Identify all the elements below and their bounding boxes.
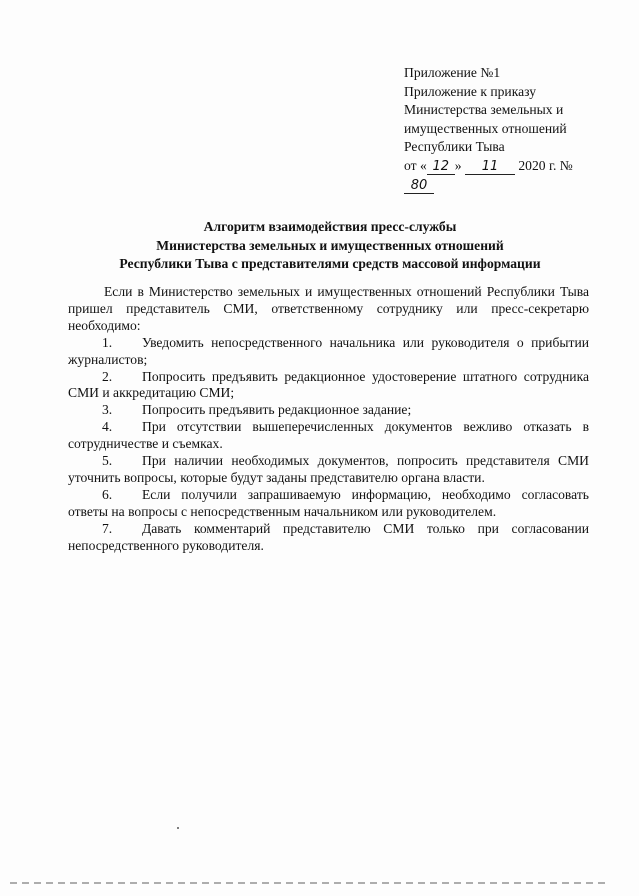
appendix-date-line — [404, 157, 604, 176]
list-item-text: Попросить предъявить редакционное задание; — [142, 402, 412, 418]
appendix-republic: Республики Тыва — [404, 139, 505, 155]
order-number-line — [404, 176, 604, 195]
date-year-label: 2020 г. № — [518, 157, 573, 173]
date-day-handwritten: 12 — [427, 160, 455, 175]
appendix-block — [404, 64, 604, 194]
appendix-ministry-line2: имущественных отношений — [404, 120, 567, 136]
list-item-text: При наличии необходимых документов, попросить представителя СМИ уточнить вопросы, которые будут заданы представителю органа власти. — [68, 453, 589, 485]
list-item — [68, 453, 589, 487]
document-title — [60, 218, 600, 274]
document-body — [68, 284, 589, 555]
appendix-order-ref: Приложение к приказу — [404, 83, 537, 99]
list-item-number: 2. — [102, 368, 113, 384]
list-item — [68, 419, 589, 453]
date-month-handwritten: 11 — [465, 160, 515, 175]
list-item-number: 4. — [102, 419, 113, 435]
list-item-number: 7. — [102, 520, 113, 536]
date-quote-close: » — [454, 157, 462, 173]
intro-paragraph: Если в Министерство земельных и имущественных отношений Республики Тыва пришел представитель СМИ, ответственному сотруднику или пресс-секретарю необходимо: — [68, 284, 589, 333]
appendix-number: Приложение №1 — [404, 65, 501, 80]
list-item-number: 1. — [102, 334, 113, 350]
list-item-text: При отсутствии вышеперечисленных документов вежливо отказать в сотрудничестве и съемках. — [68, 419, 589, 452]
list-item-text: Если получили запрашиваемую информацию, необходимо согласовать ответы на вопросы с непосредственным начальником или руководителем. — [68, 486, 589, 519]
scan-edge-artifact — [10, 882, 610, 884]
list-item — [68, 369, 589, 403]
list-item-number: 5. — [102, 453, 113, 469]
scan-speck — [177, 827, 179, 829]
list-item-text: Уведомить непосредственного начальника или руководителя о прибытии журналистов; — [68, 334, 589, 367]
title-line-3: Республики Тыва с представителями средств массовой информации — [119, 256, 541, 272]
list-item-number: 3. — [102, 402, 113, 418]
list-item-text: Попросить предъявить редакционное удостоверение штатного сотрудника СМИ и аккредитацию СМИ; — [68, 368, 589, 401]
title-line-1: Алгоритм взаимодействия пресс-службы — [203, 219, 457, 234]
list-item-text: Давать комментарий представителю СМИ только при согласовании непосредственного руководителя. — [68, 520, 589, 553]
date-prefix: от « — [404, 157, 427, 173]
list-item — [68, 335, 589, 369]
title-line-2: Министерства земельных и имущественных отношений — [156, 237, 504, 253]
order-number-handwritten: 80 — [404, 179, 434, 194]
list-item — [68, 521, 589, 555]
list-item-number: 6. — [102, 486, 113, 502]
appendix-ministry-line1: Министерства земельных и — [404, 102, 564, 118]
list-item — [68, 487, 589, 521]
list-item — [68, 402, 589, 419]
